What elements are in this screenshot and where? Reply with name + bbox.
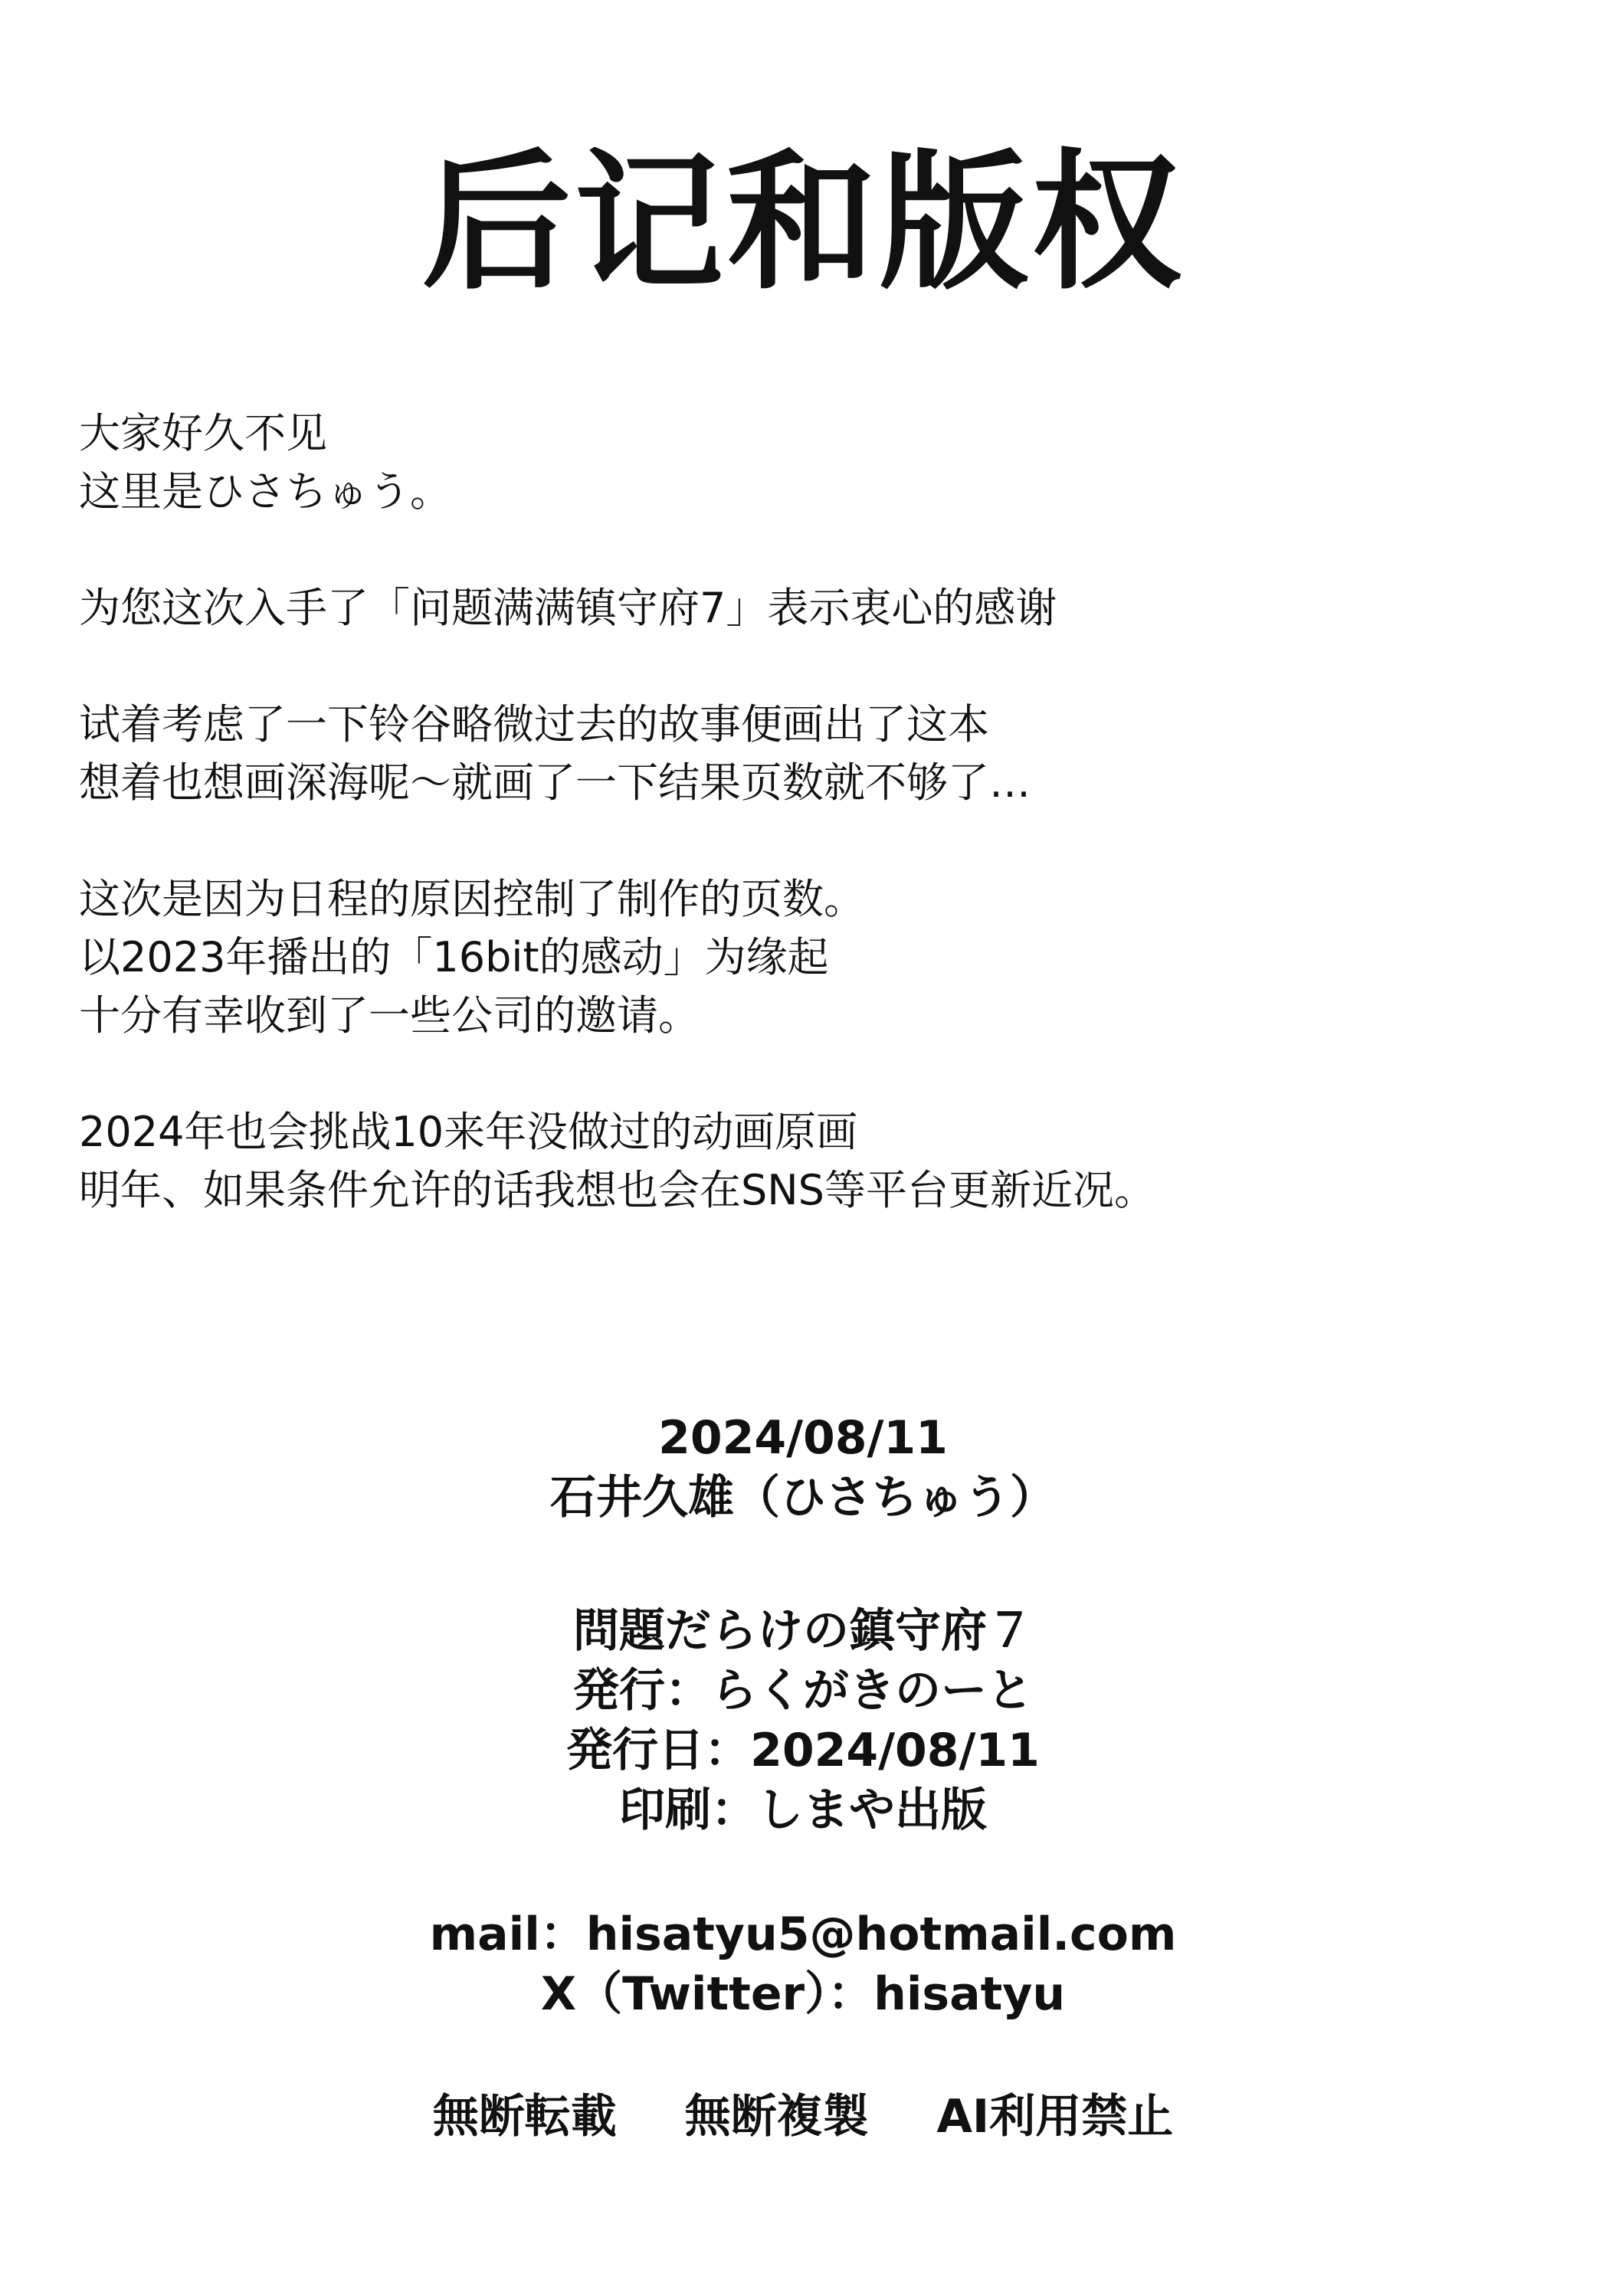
text-line: 以2023年播出的「16bit的感动」为缘起: [79, 933, 829, 981]
text-line: 想着也想画深海呢～就画了一下结果页数就不够了…: [79, 758, 1031, 807]
text-line: 大家好久不见: [79, 409, 327, 457]
page-title: 后记和版权: [421, 134, 1185, 310]
contact-block: [0, 1905, 1606, 2024]
paragraph-greeting: [79, 405, 1535, 521]
contact-mail: mail：hisatyu5@hotmail.com: [429, 1908, 1177, 1961]
afterword-body: [79, 405, 1535, 1278]
author-date: 2024/08/11: [658, 1411, 948, 1465]
rights-item: AI利用禁止: [936, 2090, 1174, 2144]
paragraph-thanks: [79, 579, 1535, 637]
text-line: 这里是ひさちゅう。: [79, 467, 451, 516]
paragraph-schedule: [79, 870, 1535, 1045]
paragraph-plans: [79, 1103, 1535, 1220]
contact-twitter: X（Twitter）：hisatyu: [540, 1967, 1066, 2021]
text-line: 为您这次入手了「问题满满镇守府7」表示衷心的感谢: [79, 584, 1057, 632]
rights-item: 無断複製: [684, 2090, 869, 2144]
text-line: 明年、如果条件允许的话我想也会在SNS等平台更新近况。: [79, 1166, 1155, 1214]
colophon-block: [0, 1601, 1606, 1840]
book-title: 問題だらけの鎮守府７: [573, 1604, 1033, 1658]
text-line: 2024年也会挑战10来年没做过的动画原画: [79, 1108, 858, 1156]
publish-date: 発行日：2024/08/11: [566, 1724, 1040, 1777]
rights-item: 無断転載: [432, 2090, 617, 2144]
text-line: 试着考虑了一下铃谷略微过去的故事便画出了这本: [79, 700, 989, 748]
author-block: [0, 1408, 1606, 1528]
rights-notice: [0, 2087, 1606, 2147]
printer: 印刷：しまや出版: [619, 1783, 987, 1837]
text-line: 这次是因为日程的原因控制了制作的页数。: [79, 875, 865, 923]
text-line: 十分有幸收到了一些公司的邀请。: [79, 991, 700, 1040]
paragraph-story: [79, 696, 1535, 812]
author-name: 石井久雄（ひさちゅう）: [550, 1471, 1056, 1525]
publisher: 発行：らくがきのーと: [573, 1664, 1033, 1718]
